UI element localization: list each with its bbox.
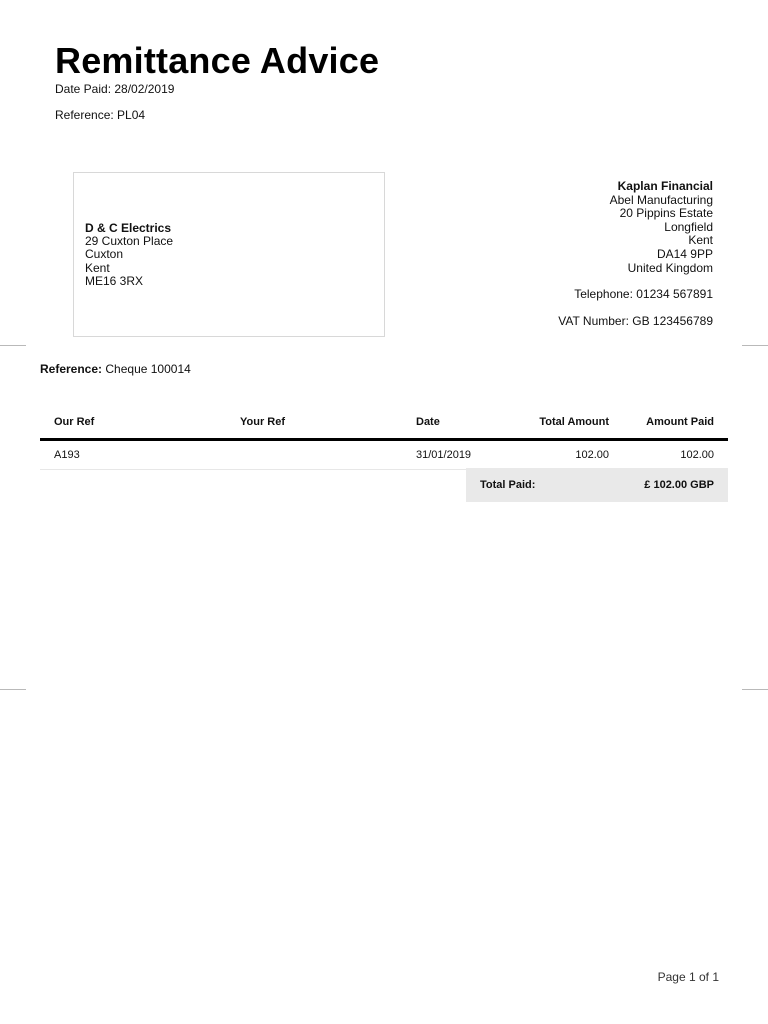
date-paid: Date Paid: 28/02/2019 [55,82,175,96]
cell-amount-paid: 102.00 [680,449,714,461]
sender-address-line: United Kingdom [627,260,713,275]
column-header-our-ref: Our Ref [54,416,95,428]
sender-details [558,180,713,328]
recipient-name: D & C Electrics [85,221,172,235]
table-row [40,441,728,470]
payment-reference-label: Reference: [40,362,103,376]
spacer [558,302,713,315]
recipient-address-line: Kent [85,260,110,275]
recipient-address-line: ME16 3RX [85,273,144,288]
remittance-table [40,407,728,470]
payment-reference [40,362,191,376]
sender-telephone: Telephone: 01234 567891 [574,287,713,302]
column-header-total-amount: Total Amount [539,416,609,428]
fold-mark-right-top [742,345,768,346]
page-number: Page 1 of 1 [657,970,719,984]
fold-mark-left-bottom [0,689,26,690]
total-paid-bar [466,468,728,502]
sender-address-line: Abel Manufacturing [609,192,713,207]
sender-address-line: 20 Pippins Estate [619,206,713,221]
fold-mark-right-bottom [742,689,768,690]
sender-address-line: Kent [688,233,713,248]
cell-our-ref: A193 [54,449,80,461]
total-paid-value: £ 102.00 GBP [644,479,714,491]
cell-date: 31/01/2019 [416,449,472,461]
table-header-row [40,407,728,441]
fold-mark-left-top [0,345,26,346]
document-title: Remittance Advice [55,40,380,81]
column-header-your-ref: Your Ref [240,416,286,428]
recipient-address [85,222,173,288]
recipient-address-line: Cuxton [85,247,124,262]
cell-total-amount: 102.00 [575,449,609,461]
column-header-amount-paid: Amount Paid [646,416,714,428]
payment-reference-value: Cheque 100014 [105,362,191,376]
total-paid-label: Total Paid: [480,479,536,491]
sender-address-line: DA14 9PP [656,246,713,261]
sender-vat-number: VAT Number: GB 123456789 [558,313,713,328]
sender-address-line: Longfield [664,219,713,234]
document-reference: Reference: PL04 [55,108,146,122]
sender-name: Kaplan Financial [617,179,713,193]
column-header-date: Date [416,416,440,428]
recipient-address-line: 29 Cuxton Place [85,234,174,249]
